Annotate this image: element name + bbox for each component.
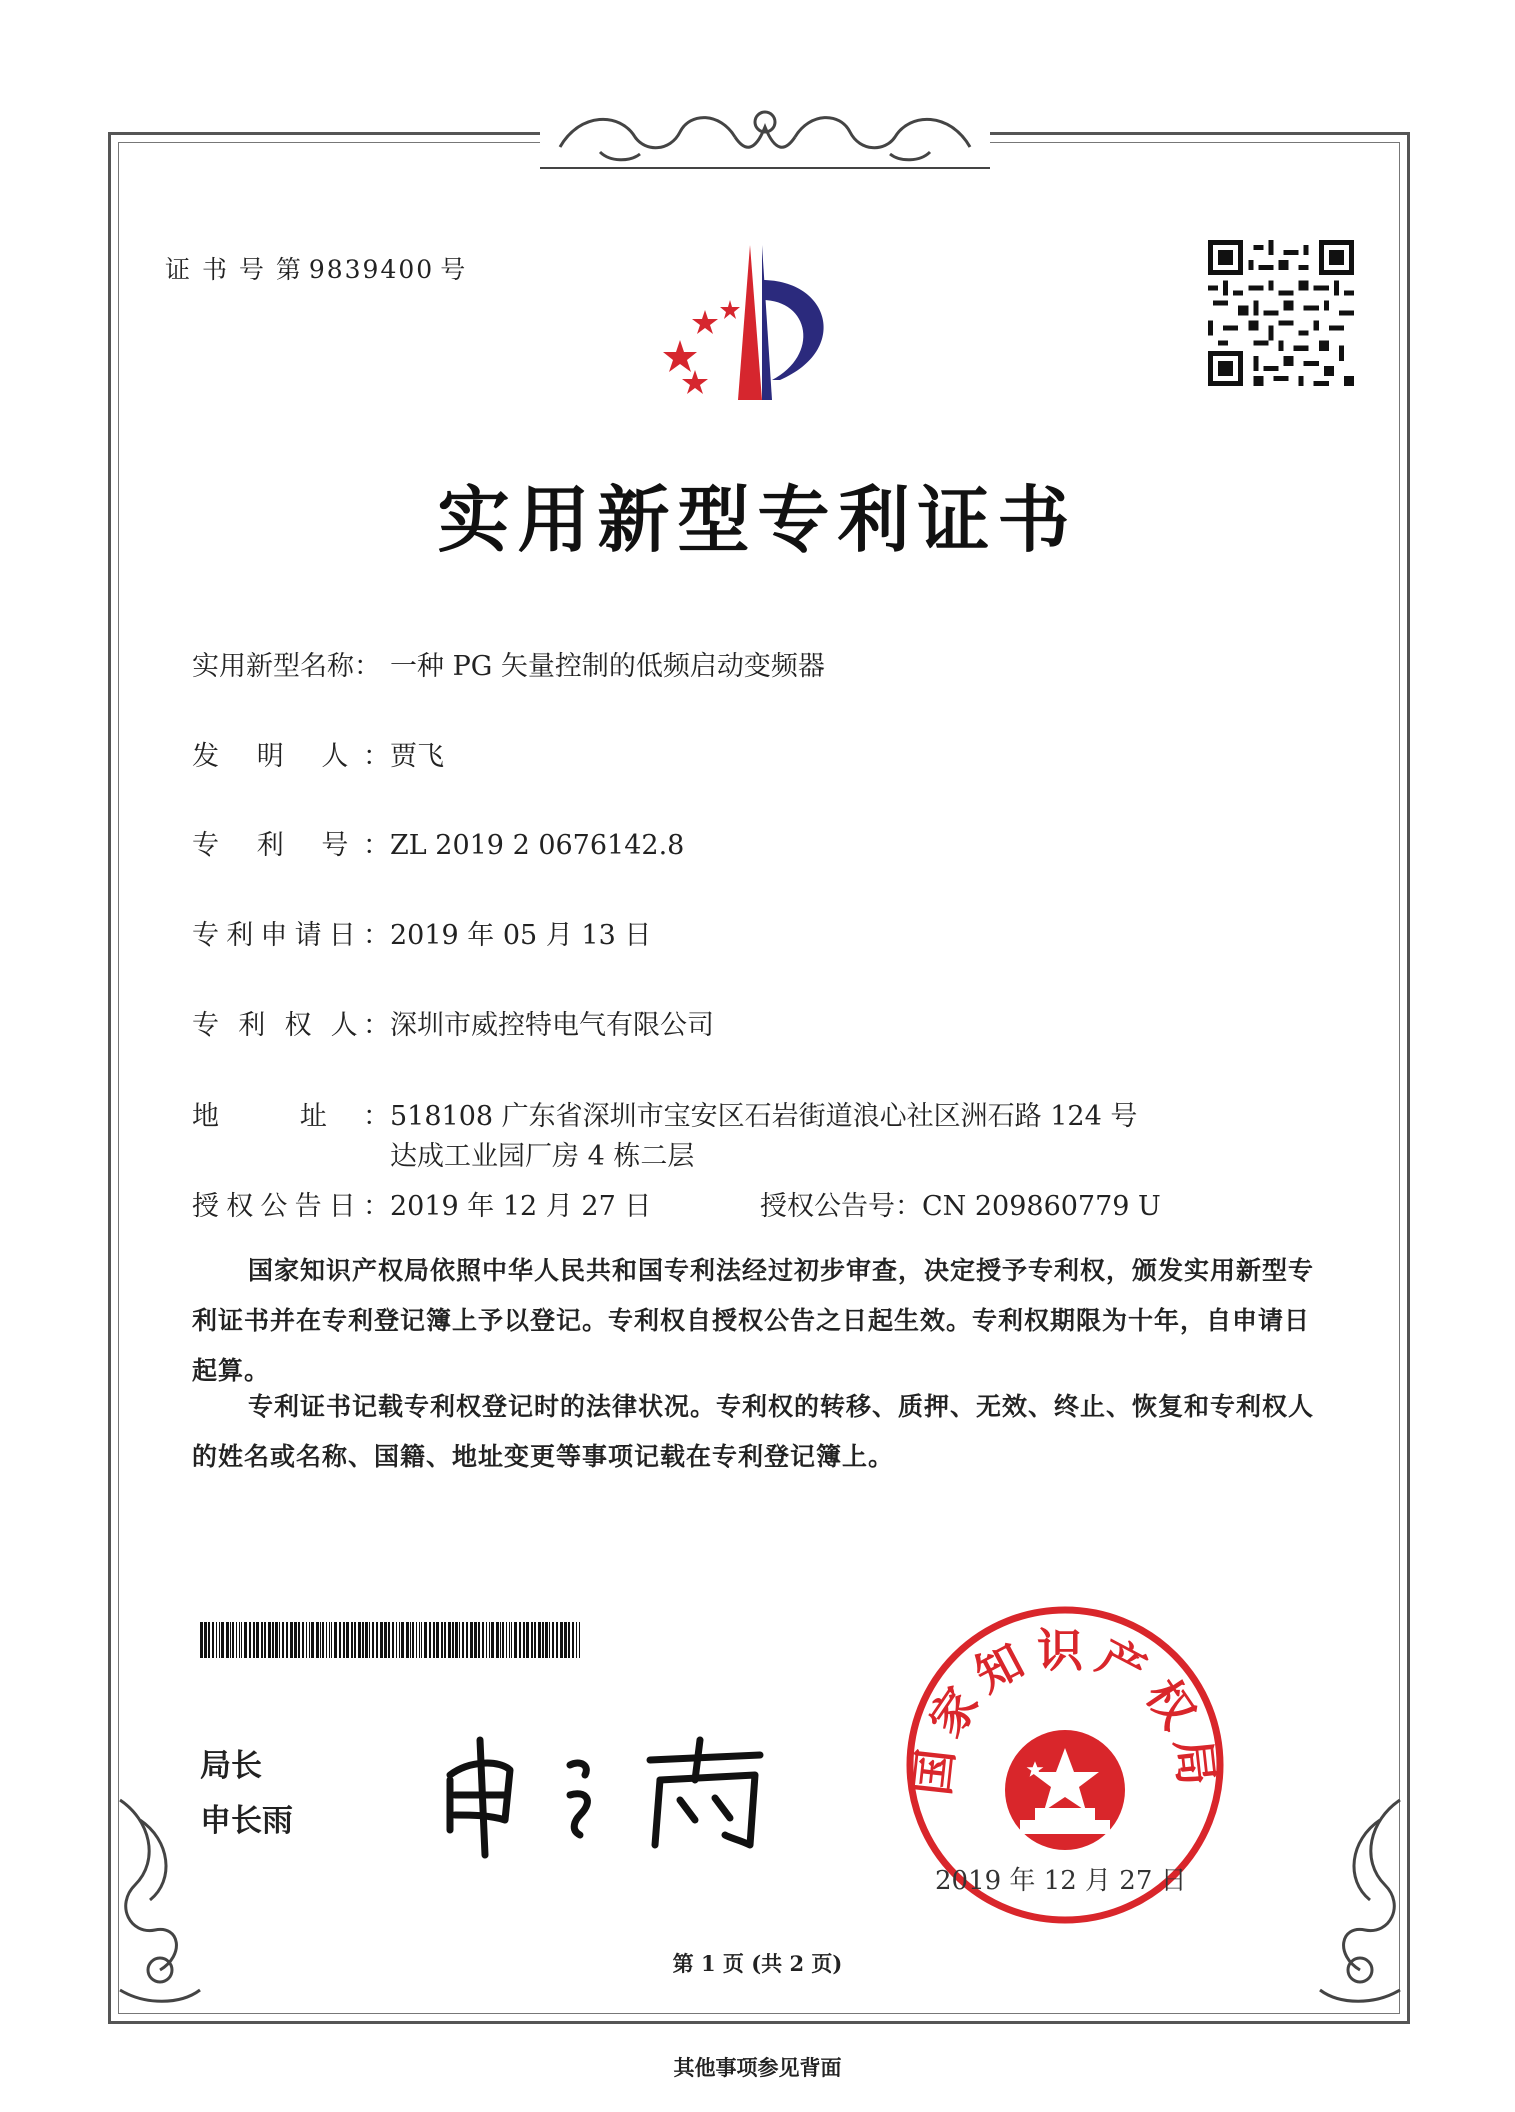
inventor-label: 发 明 人： <box>192 741 390 772</box>
footer-note: 其他事项参见背面 <box>673 2055 842 2080</box>
page-number: 第 1 页 (共 2 页) <box>672 1951 843 1976</box>
publication-number-value: CN 209860779 U <box>922 1191 1161 1222</box>
cert-number-prefix: 证 书 号 第 <box>165 255 303 284</box>
publication-date-label: 授权公告日： <box>192 1191 390 1222</box>
svg-text:国家知识产权局: 国家知识产权局 <box>904 1623 1226 1799</box>
seal-date: 2019 年 12 月 27 日 <box>935 1866 1187 1896</box>
qr-code <box>1208 240 1354 386</box>
address-value: 518108 广东省深圳市宝安区石岩街道浪心社区洲石路 124 号达成工业园厂房 4 栋二层 <box>390 1101 1138 1172</box>
corner-ornament-right <box>1300 1790 1420 2020</box>
application-date-value: 2019 年 05 月 13 日 <box>390 920 652 951</box>
field-publication-number <box>760 1187 1161 1227</box>
body-paragraph-2: 专利证书记载专利权登记时的法律状况。专利权的转移、质押、无效、终止、恢复和专利权人的姓名或名称、国籍、地址变更等事项记载在专利登记簿上。 <box>192 1392 1315 1471</box>
publication-number-label: 授权公告号： <box>760 1191 922 1222</box>
director-name: 申长雨 <box>200 1803 293 1839</box>
field-patent-number <box>192 826 684 866</box>
patentee-label: 专 利 权 人： <box>192 1010 390 1041</box>
director-title: 局长 <box>200 1748 262 1784</box>
certificate-title: 实用新型专利证书 <box>437 477 1078 562</box>
handwritten-signature <box>430 1720 790 1860</box>
field-inventor <box>192 737 444 777</box>
cert-number-suffix: 号 <box>440 255 468 284</box>
address-label: 地 址： <box>192 1101 390 1132</box>
patentee-value: 深圳市威控特电气有限公司 <box>390 1010 714 1041</box>
cnipa-logo <box>650 240 875 410</box>
patent-number-label: 专 利 号： <box>192 830 390 861</box>
field-publication-date <box>192 1187 651 1227</box>
publication-date-value: 2019 年 12 月 27 日 <box>390 1191 652 1222</box>
utility-model-name-label: 实用新型名称： <box>192 651 381 682</box>
body-paragraph-1: 国家知识产权局依照中华人民共和国专利法经过初步审查，决定授予专利权，颁发实用新型专利证书并在专利登记簿上予以登记。专利权自授权公告之日起生效。专利权期限为十年，自申请日起算。 <box>192 1256 1315 1385</box>
field-patentee <box>192 1006 714 1046</box>
field-application-date <box>192 916 651 956</box>
application-date-label: 专利申请日： <box>192 920 390 951</box>
utility-model-name-value: 一种 PG 矢量控制的低频启动变频器 <box>390 651 825 682</box>
inventor-value: 贾飞 <box>390 741 444 772</box>
top-ornament <box>540 92 990 172</box>
field-address <box>192 1097 1150 1177</box>
certificate-number <box>165 250 467 286</box>
field-utility-model-name <box>192 647 825 687</box>
barcode <box>200 1622 584 1658</box>
cert-number-value: 9839400 <box>308 255 435 284</box>
patent-number-value: ZL 2019 2 0676142.8 <box>390 830 685 861</box>
